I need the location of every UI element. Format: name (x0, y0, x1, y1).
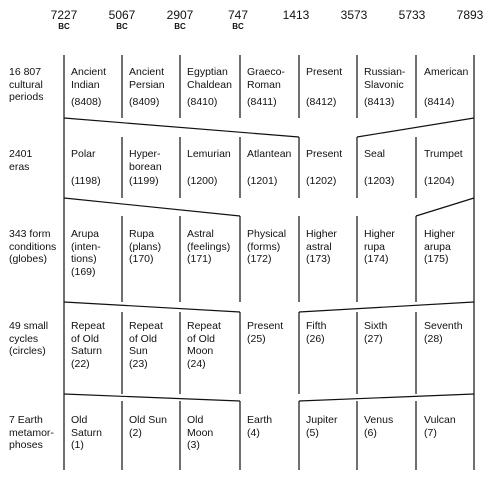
cell-number: (24) (187, 358, 206, 370)
cell-number: (8412) (306, 96, 337, 108)
cell-number: (4) (247, 427, 260, 439)
cell-name: Present (306, 66, 343, 78)
cell-name: Atlantean (247, 148, 292, 160)
cell-name: Earth (247, 414, 273, 426)
cell-name: Venus (364, 414, 394, 426)
cell-name: Vulcan (424, 414, 456, 426)
cell-name: Hyper- borean (129, 148, 162, 173)
cell-number: (26) (306, 333, 325, 345)
cell-number: (1201) (247, 175, 278, 187)
cell-number: (171) (187, 253, 212, 265)
year-label: 7227 BC (50, 8, 78, 31)
row-label-eras: 2401 eras (9, 148, 33, 173)
cell-number: (170) (129, 253, 154, 265)
year-label: 5733 (398, 8, 426, 22)
cell-number: (173) (306, 253, 331, 265)
cell-name: Physical (forms) (247, 228, 287, 253)
cell-number: (2) (129, 427, 142, 439)
cell-name: Jupiter (306, 414, 338, 426)
cell-name: American (424, 66, 469, 78)
cell-name: Ancient Persian (129, 66, 165, 91)
cell-number: (7) (424, 427, 437, 439)
cell-name: Polar (71, 148, 96, 160)
cell-number: (23) (129, 358, 148, 370)
cell-number: (8414) (424, 96, 455, 108)
cell-number: (174) (364, 253, 389, 265)
cell-name: Seal (364, 148, 386, 160)
cell-name: Present (247, 320, 284, 332)
cell-number: (3) (187, 439, 200, 451)
cell-name: Seventh (424, 320, 463, 332)
cell-name: Higher rupa (364, 228, 395, 253)
cell-number: (8413) (364, 96, 395, 108)
funnel-line (299, 394, 474, 401)
year-label: 2907 BC (166, 8, 194, 31)
cell-number: (25) (247, 333, 266, 345)
cell-name: Russian- Slavonic (364, 66, 406, 91)
cell-number: (5) (306, 427, 319, 439)
cell-name: Rupa (plans) (129, 228, 162, 253)
cell-number: (22) (71, 358, 90, 370)
cell-name: Egyptian Chaldean (187, 66, 232, 91)
cell-number: (28) (424, 333, 443, 345)
cell-number: (1204) (424, 175, 455, 187)
cell-name: Repeat of Old Saturn (71, 320, 105, 357)
year-label: 7893 (456, 8, 484, 22)
cell-number: (175) (424, 253, 449, 265)
cell-number: (1199) (129, 175, 159, 187)
cell-number: (27) (364, 333, 383, 345)
cell-name: Lemurian (187, 148, 231, 160)
cell-name: Higher arupa (424, 228, 455, 253)
funnel-line (299, 302, 474, 312)
cell-name: Old Moon (187, 414, 214, 439)
cell-name: Astral (feelings) (187, 228, 231, 253)
cell-name: Trumpet (424, 148, 463, 160)
cell-number: (1202) (306, 175, 337, 187)
cell-number: (1203) (364, 175, 395, 187)
cell-number: (8410) (187, 96, 218, 108)
funnel-line (64, 118, 299, 137)
year-label: 1413 (282, 8, 310, 22)
cell-name: Fifth (306, 320, 327, 332)
funnel-line (64, 394, 240, 401)
row-label-form-conditions: 343 form conditions (globes) (9, 228, 57, 265)
cell-name: Repeat of Old Sun (129, 320, 163, 357)
row-label-earth-metamorphoses: 7 Earth metamor- phoses (9, 414, 54, 451)
cell-name: Ancient Indian (71, 66, 107, 91)
cell-number: (169) (71, 266, 96, 278)
cell-number: (1198) (71, 175, 101, 187)
year-label: 3573 (340, 8, 368, 22)
cell-name: Old Sun (129, 414, 167, 426)
cell-number: (1200) (187, 175, 218, 187)
cell-number: (8408) (71, 96, 102, 108)
cell-name: Repeat of Old Moon (187, 320, 221, 357)
funnel-line (64, 198, 240, 216)
row-label-small-cycles: 49 small cycles (circles) (9, 320, 49, 357)
row-label-cultural-periods: 16 807 cultural periods (9, 66, 44, 103)
funnel-line (416, 198, 474, 216)
cell-name: Higher astral (306, 228, 337, 253)
cell-name: Sixth (364, 320, 388, 332)
year-label: 5067 BC (108, 8, 136, 31)
cell-number: (172) (247, 253, 272, 265)
year-label: 747 BC (227, 8, 249, 31)
cell-number: (8409) (129, 96, 160, 108)
cell-name: Arupa (inten- tions) (71, 228, 101, 265)
cell-name: Present (306, 148, 343, 160)
cell-name: Old Saturn (71, 414, 102, 439)
cell-number: (6) (364, 427, 377, 439)
funnel-line (64, 302, 240, 312)
cell-name: Graeco- Roman (247, 66, 285, 91)
funnel-line (357, 118, 474, 137)
cell-number: (8411) (247, 96, 277, 108)
cell-number: (1) (71, 439, 84, 451)
